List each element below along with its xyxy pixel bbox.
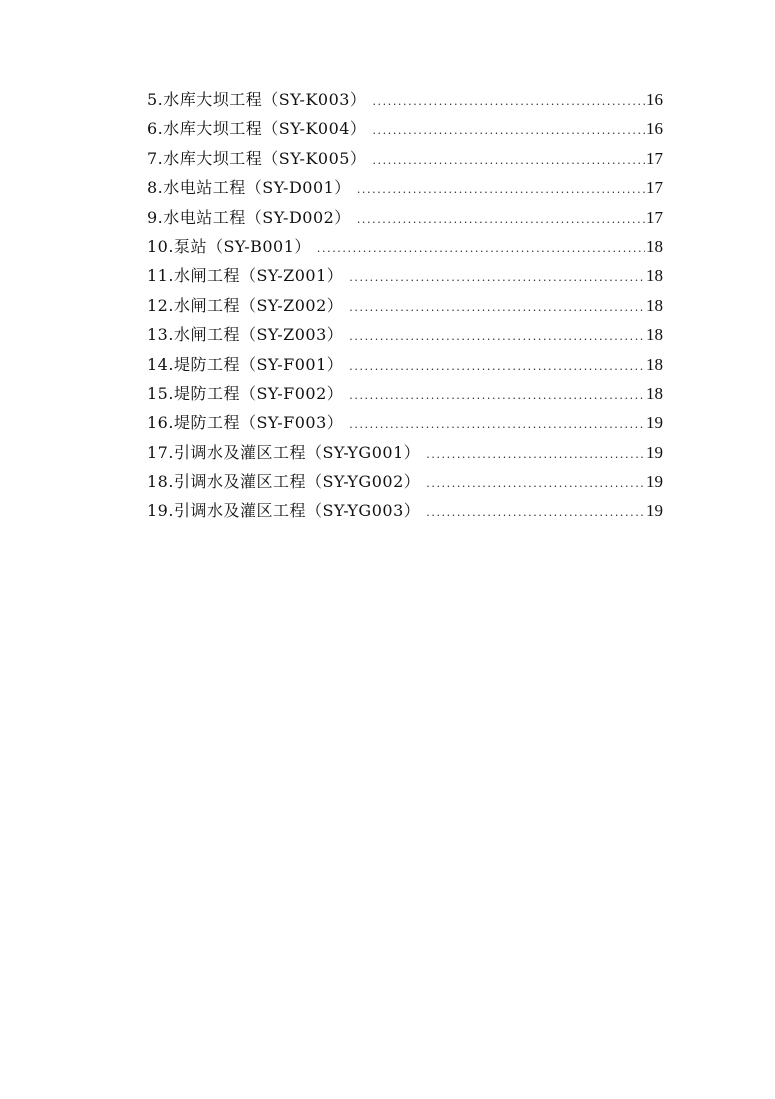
toc-dot-leader — [372, 146, 645, 175]
toc-page-number: 17 — [646, 148, 663, 168]
toc-dot-leader — [426, 498, 645, 527]
toc-page-number: 19 — [646, 442, 663, 462]
toc-dot-leader — [349, 381, 645, 410]
toc-entry-title: 9.水电站工程（SY-D002） — [147, 207, 351, 227]
toc-entry-title: 12.水闸工程（SY-Z002） — [147, 295, 344, 315]
toc-dot-leader — [426, 469, 645, 498]
toc-dot-leader — [426, 440, 645, 469]
toc-entry[interactable] — [147, 291, 663, 320]
toc-entry[interactable] — [147, 203, 663, 232]
toc-entry[interactable] — [147, 261, 663, 290]
toc-dot-leader — [357, 175, 645, 204]
toc-dot-leader — [317, 234, 645, 263]
toc-page-number: 18 — [646, 295, 663, 315]
toc-dot-leader — [349, 263, 645, 292]
toc-entry-title: 6.水库大坝工程（SY-K004） — [147, 119, 367, 139]
toc-entry-title: 18.引调水及灌区工程（SY-YG002） — [147, 472, 421, 492]
table-of-contents — [147, 85, 663, 526]
toc-page-number: 18 — [646, 236, 663, 256]
toc-dot-leader — [372, 87, 645, 116]
toc-entry-title: 19.引调水及灌区工程（SY-YG003） — [147, 501, 421, 521]
toc-page-number: 16 — [646, 119, 663, 139]
toc-entry[interactable] — [147, 144, 663, 173]
toc-entry-title: 5.水库大坝工程（SY-K003） — [147, 90, 367, 109]
toc-entry[interactable] — [147, 173, 663, 202]
toc-entry[interactable] — [147, 438, 663, 467]
toc-dot-leader — [372, 116, 645, 145]
toc-entry-title: 11.水闸工程（SY-Z001） — [147, 266, 344, 286]
toc-page-number: 17 — [646, 207, 663, 227]
toc-page-number: 18 — [646, 383, 663, 403]
toc-entry[interactable] — [147, 467, 663, 496]
toc-page-number: 18 — [646, 325, 663, 345]
toc-entry-title: 17.引调水及灌区工程（SY-YG001） — [147, 442, 421, 462]
toc-entry[interactable] — [147, 85, 663, 114]
toc-dot-leader — [349, 293, 645, 322]
toc-entry[interactable] — [147, 496, 663, 525]
toc-entry[interactable] — [147, 350, 663, 379]
toc-page-number: 16 — [646, 90, 663, 109]
toc-entry[interactable] — [147, 232, 663, 261]
toc-page-number: 17 — [646, 178, 663, 198]
toc-dot-leader — [349, 352, 645, 381]
toc-entry-title: 7.水库大坝工程（SY-K005） — [147, 148, 367, 168]
toc-dot-leader — [349, 322, 645, 351]
toc-entry-title: 15.堤防工程（SY-F002） — [147, 383, 344, 403]
toc-page-number: 19 — [646, 413, 663, 433]
toc-entry-title: 10.泵站（SY-B001） — [147, 236, 311, 256]
toc-page-number: 18 — [646, 354, 663, 374]
toc-entry-title: 8.水电站工程（SY-D001） — [147, 178, 351, 198]
toc-page-number: 19 — [646, 472, 663, 492]
toc-entry-title: 14.堤防工程（SY-F001） — [147, 354, 344, 374]
toc-dot-leader — [349, 410, 645, 439]
toc-entry[interactable] — [147, 114, 663, 143]
toc-entry[interactable] — [147, 408, 663, 437]
toc-page-number: 18 — [646, 266, 663, 286]
toc-page-number: 19 — [646, 501, 663, 521]
toc-entry-title: 16.堤防工程（SY-F003） — [147, 413, 344, 433]
toc-entry[interactable] — [147, 320, 663, 349]
toc-entry-title: 13.水闸工程（SY-Z003） — [147, 325, 344, 345]
toc-entry[interactable] — [147, 379, 663, 408]
toc-dot-leader — [357, 205, 645, 234]
